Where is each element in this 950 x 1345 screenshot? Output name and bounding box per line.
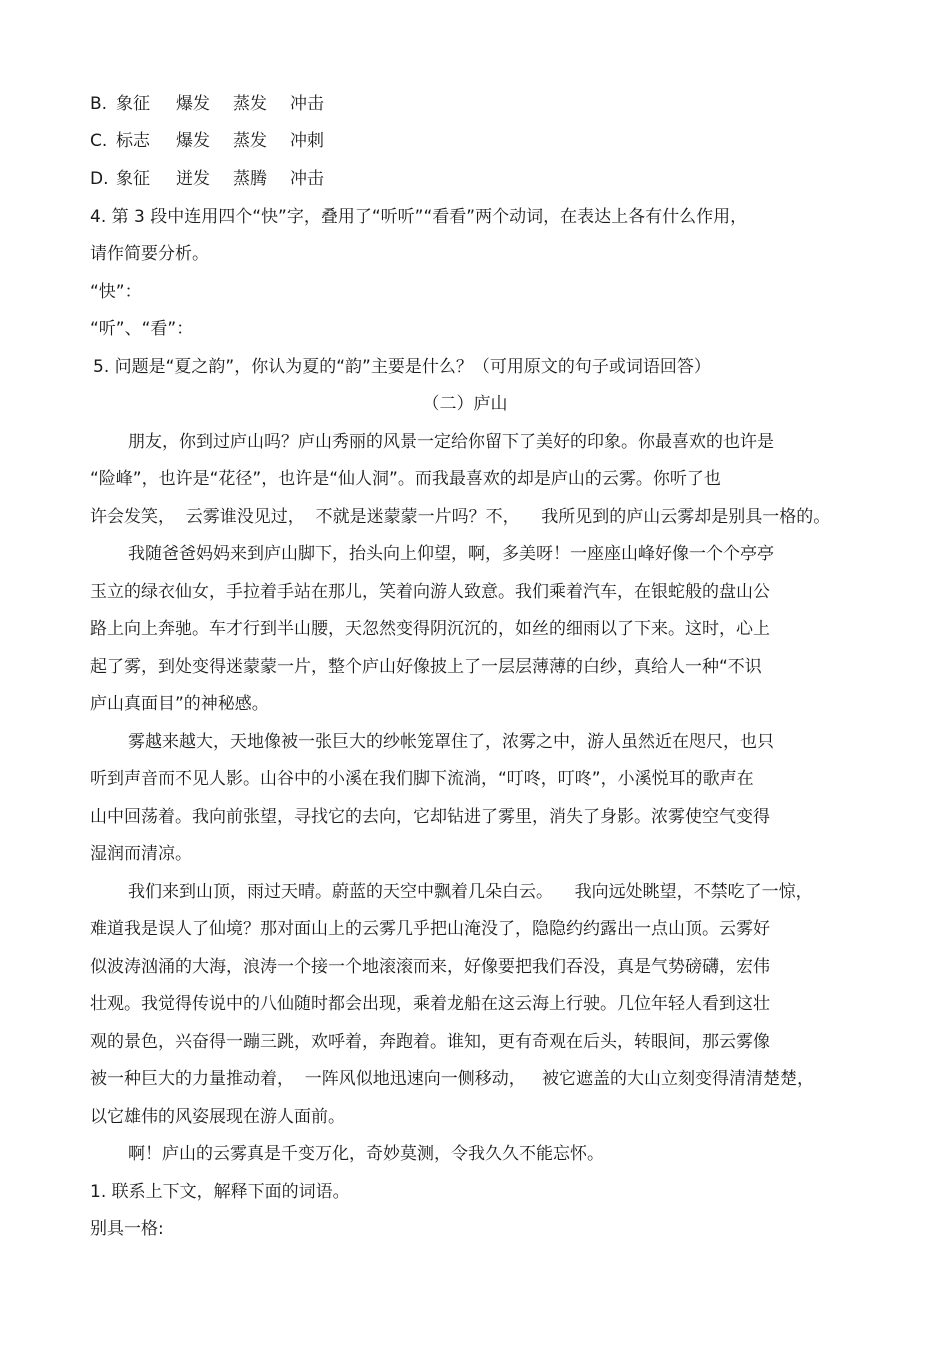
paragraph-line: 以它雄伟的风姿展现在游人面前。 <box>90 1107 345 1127</box>
option-letter: B. <box>90 94 108 114</box>
paragraph-line: 我们来到山顶，雨过天晴。蔚蓝的天空中飘着几朵白云。 我向远处眺望，不禁吃了一惊， <box>128 882 813 902</box>
paragraph-line: 壮观。我觉得传说中的八仙随时都会出现，乘着龙船在这云海上行驶。几位年轻人看到这壮 <box>90 994 770 1014</box>
paragraph-line: 被一种巨大的力量推动着， 一阵风似地迅速向一侧移动， 被它遮盖的大山立刻变得清清楚楚， <box>90 1069 815 1089</box>
paragraph-line: 听到声音而不见人影。山谷中的小溪在我们脚下流淌，“叮咚，叮咚”，小溪悦耳的歌声在 <box>90 769 754 789</box>
option-word: 爆发 <box>176 131 210 151</box>
passage-title: （二）庐山 <box>422 394 508 414</box>
question-4-line: 请作简要分析。 <box>90 244 209 264</box>
paragraph-line: 路上向上奔驰。车才行到半山腰，天忽然变得阴沉沉的，如丝的细雨以了下来。这时，心上 <box>90 619 770 639</box>
option-letter: C. <box>90 131 108 151</box>
paragraph-line: 山中回荡着。我向前张望，寻找它的去向，它却钻进了雾里，消失了身影。浓雾使空气变得 <box>90 807 770 827</box>
option-word: 蒸腾 <box>233 169 267 189</box>
option-word: 象征 <box>116 94 150 114</box>
option-word: 冲击 <box>290 169 324 189</box>
option-word: 冲刺 <box>290 131 324 151</box>
paragraph-line: 玉立的绿衣仙女，手拉着手站在那儿，笑着向游人致意。我们乘着汽车，在银蛇般的盘山公 <box>90 582 770 602</box>
paragraph-line: 许会发笑， 云雾谁没见过， 不就是迷蒙蒙一片吗？不， 我所见到的庐山云雾却是别具一格的。 <box>90 507 831 527</box>
answer-label-ting-kan: “听”、“看”： <box>90 319 194 339</box>
paragraph-line: 似波涛汹涌的大海，浪涛一个接一个地滚滚而来，好像要把我们吞没，真是气势磅礴，宏伟 <box>90 957 770 977</box>
paragraph-line: 庐山真面目”的神秘感。 <box>90 694 269 714</box>
paragraph-line: 起了雾，到处变得迷蒙蒙一片，整个庐山好像披上了一层层薄薄的白纱，真给人一种“不识 <box>90 657 762 677</box>
option-word: 冲击 <box>290 94 324 114</box>
paragraph-line: 朋友，你到过庐山吗？庐山秀丽的风景一定给你留下了美好的印象。你最喜欢的也许是 <box>128 432 774 452</box>
question-5: 5. 问题是“夏之韵”，你认为夏的“韵”主要是什么？（可用原文的句子或词语回答） <box>93 357 711 377</box>
question-4-line: 4. 第 3 段中连用四个“快”字，叠用了“听听”“看看”两个动词，在表达上各有什么作用， <box>90 207 748 227</box>
option-letter: D. <box>90 169 109 189</box>
option-word: 迸发 <box>176 169 210 189</box>
paragraph-line: 观的景色，兴奋得一蹦三跳，欢呼着，奔跑着。谁知，更有奇观在后头，转眼间，那云雾像 <box>90 1032 770 1052</box>
option-word: 标志 <box>116 131 150 151</box>
term-label: 别具一格: <box>90 1219 164 1239</box>
question-1: 1. 联系上下文，解释下面的词语。 <box>90 1182 350 1202</box>
paragraph-line: “险峰”，也许是“花径”，也许是“仙人洞”。而我最喜欢的却是庐山的云雾。你听了也 <box>90 469 721 489</box>
paragraph-line: 难道我是误人了仙境？那对面山上的云雾几乎把山淹没了，隐隐约约露出一点山顶。云雾好 <box>90 919 770 939</box>
answer-label-kuai: “快”： <box>90 282 142 302</box>
option-word: 爆发 <box>176 94 210 114</box>
option-word: 象征 <box>116 169 150 189</box>
paragraph-line: 湿润而清凉。 <box>90 844 192 864</box>
option-word: 蒸发 <box>233 94 267 114</box>
paragraph-line: 啊！庐山的云雾真是千变万化，奇妙莫测，令我久久不能忘怀。 <box>128 1144 604 1164</box>
paragraph-line: 我随爸爸妈妈来到庐山脚下，抬头向上仰望，啊，多美呀！一座座山峰好像一个个亭亭 <box>128 544 774 564</box>
option-word: 蒸发 <box>233 131 267 151</box>
paragraph-line: 雾越来越大，天地像被一张巨大的纱帐笼罩住了，浓雾之中，游人虽然近在咫尺，也只 <box>128 732 774 752</box>
